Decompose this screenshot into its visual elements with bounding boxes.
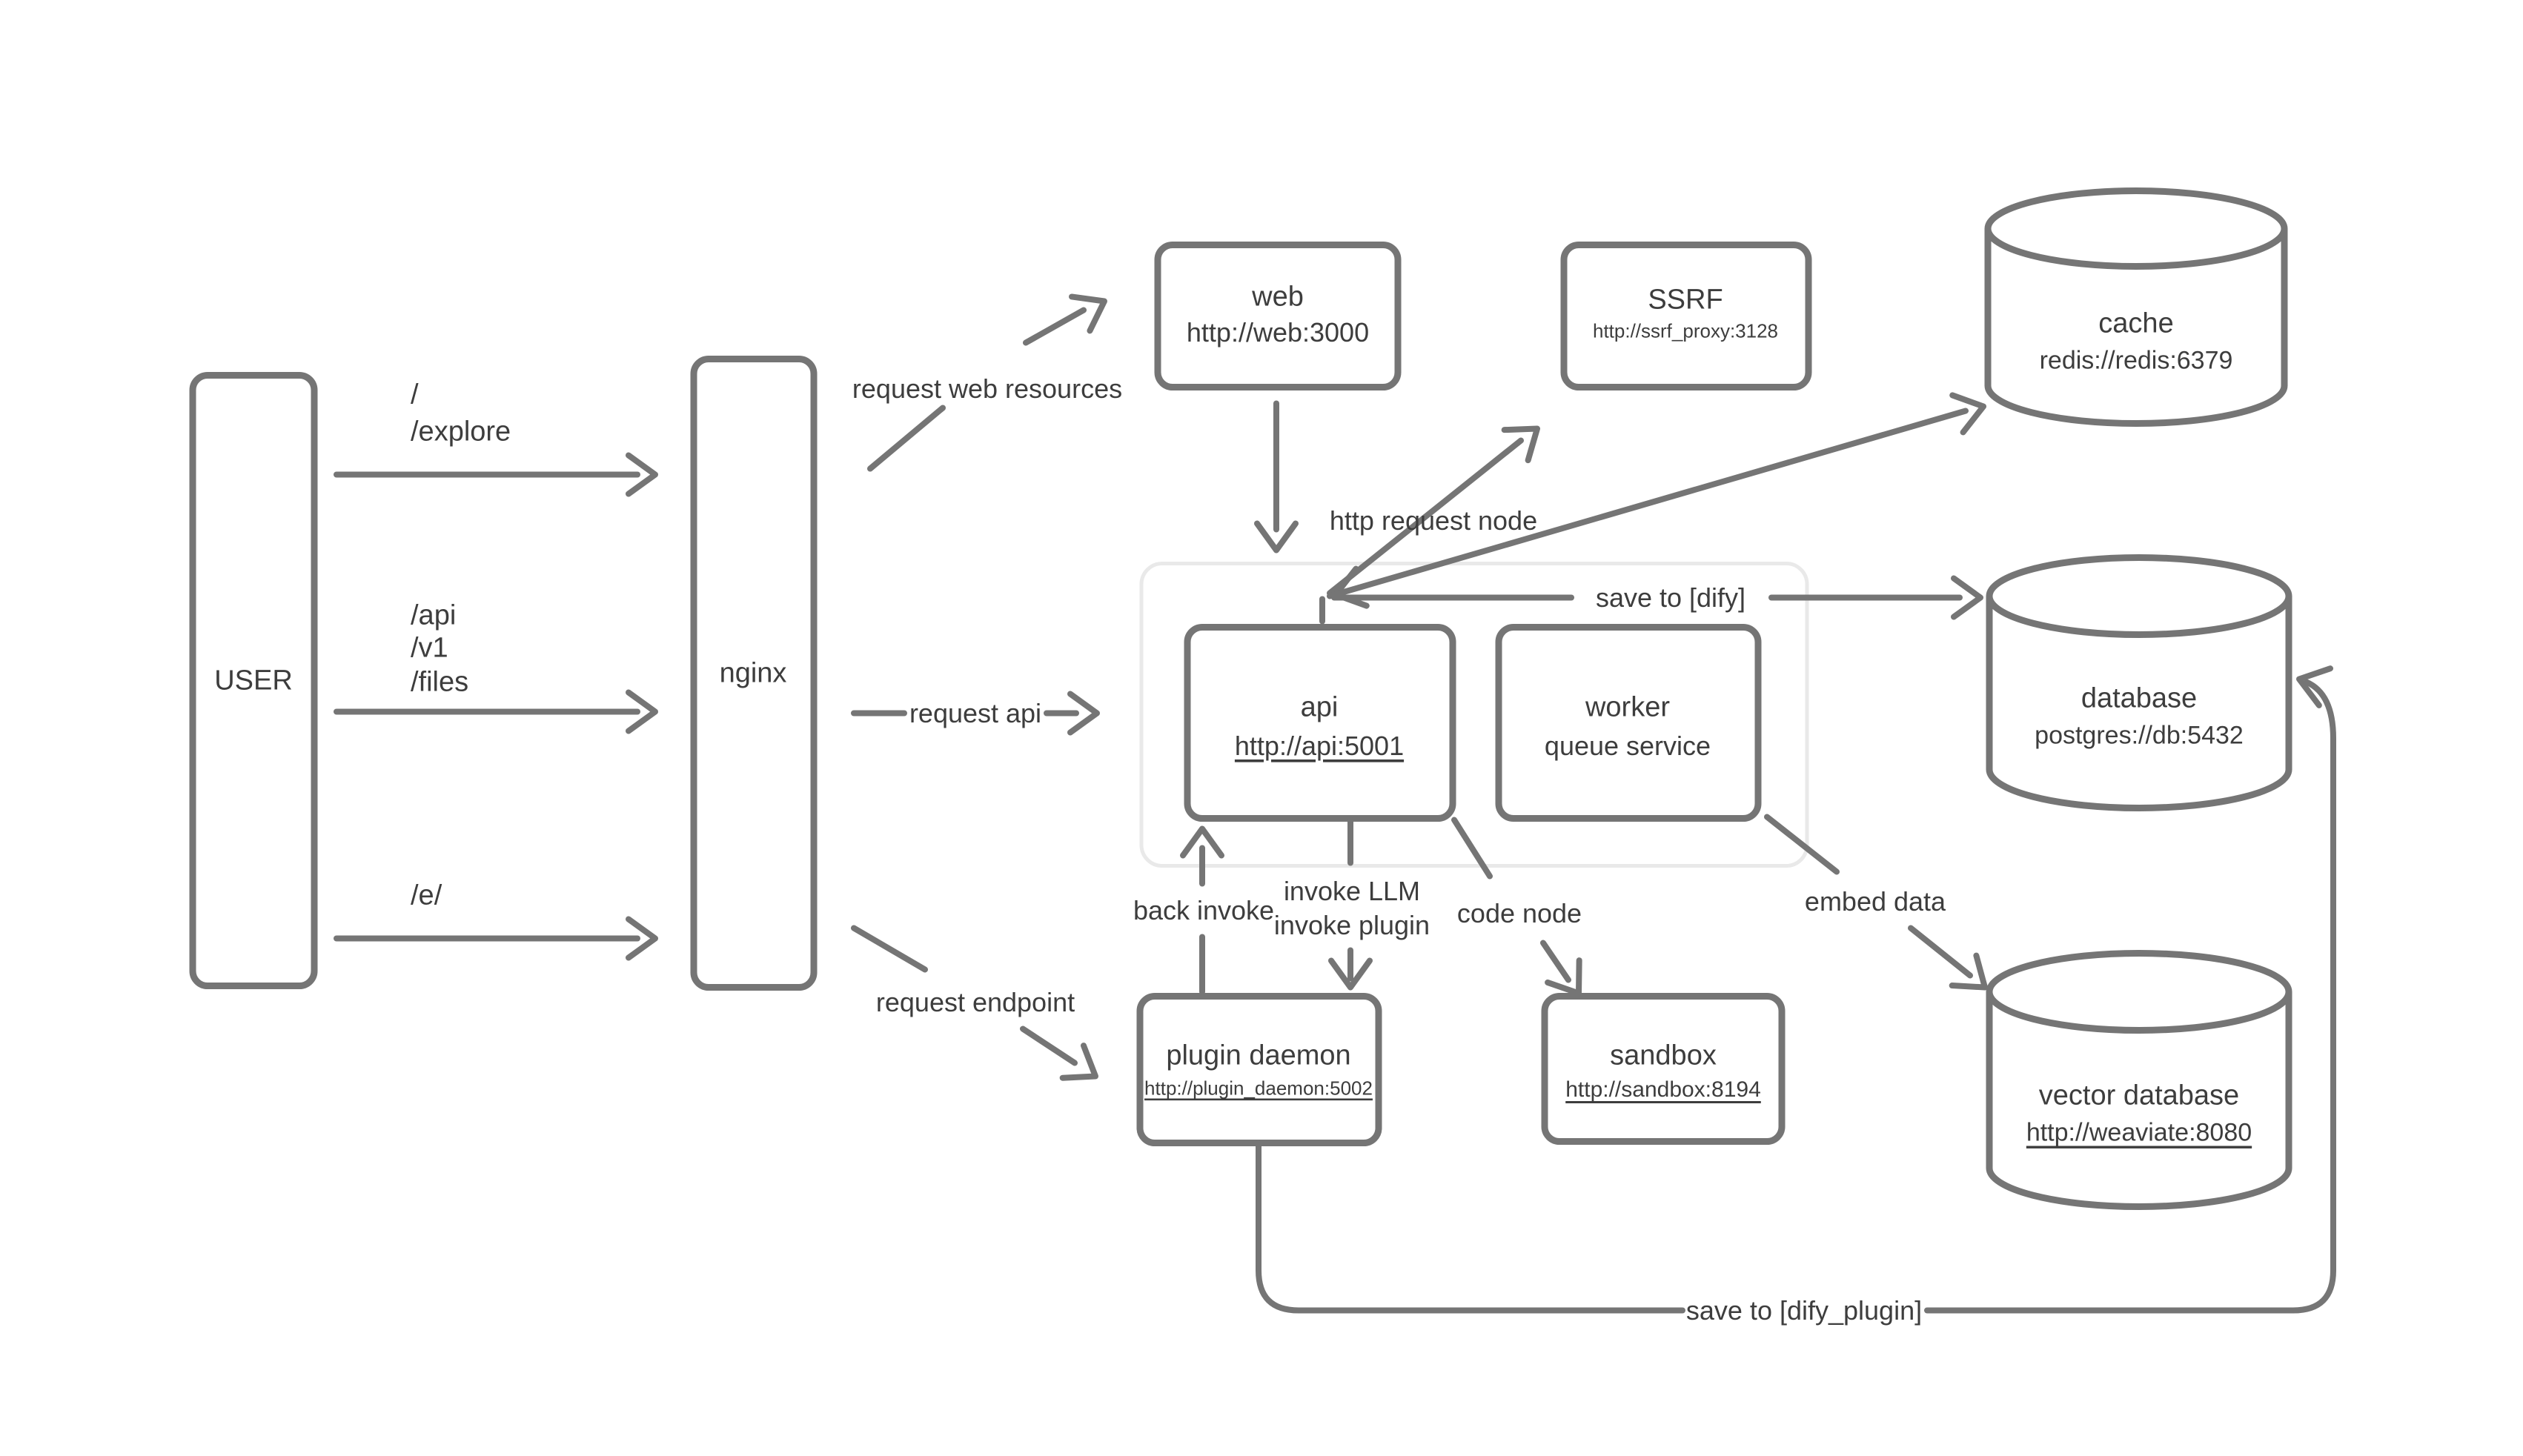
ssrf-node-url: http://ssrf_proxy:3128 (1592, 319, 1779, 342)
route-label-root: / (411, 379, 419, 410)
edge-request-web-seg2 (1026, 310, 1084, 343)
database-cylinder (1989, 558, 2289, 808)
api-node-box (1187, 628, 1453, 819)
edge-label-request-api: request api (909, 698, 1042, 728)
ssrf-node-box (1564, 245, 1808, 388)
cache-node-url: redis://redis:6379 (2039, 346, 2233, 375)
vector-database-cylinder (1989, 954, 2289, 1207)
vector-database-node-title: vector database (2038, 1080, 2240, 1111)
sandbox-node-title: sandbox (1610, 1040, 1717, 1071)
database-cylinder-top (1989, 558, 2289, 635)
edge-embed-data-seg2 (1911, 928, 1970, 976)
edge-label-back-invoke: back invoke (1133, 895, 1275, 925)
api-node-url: http://api:5001 (1234, 731, 1405, 761)
edge-label-invoke-plugin: invoke plugin (1273, 910, 1430, 940)
edge-request-endpoint-seg2 (1023, 1029, 1075, 1063)
vector-database-node-url: http://weaviate:8080 (2026, 1118, 2252, 1147)
cache-cylinder (1988, 191, 2284, 424)
route-label-files: /files (411, 666, 469, 698)
worker-node-box (1499, 628, 1758, 819)
route-label-v1: /v1 (411, 632, 448, 664)
plugin-daemon-node-url: http://plugin_daemon:5002 (1144, 1077, 1373, 1100)
cache-node-title: cache (2098, 308, 2174, 339)
arrowhead-request-endpoint (1063, 1046, 1107, 1092)
edge-save-dify-plugin-seg1 (1259, 1143, 1682, 1311)
edge-label-code-node: code node (1456, 898, 1582, 928)
vector-database-cylinder-top (1989, 954, 2289, 1031)
api-node-title: api (1300, 691, 1339, 723)
arrowhead-request-web (1072, 285, 1113, 331)
edge-label-request-web-resources: request web resources (852, 373, 1123, 404)
edge-label-save-to-dify: save to [dify] (1595, 582, 1746, 613)
user-node-label: USER (214, 665, 293, 697)
route-label-api: /api (411, 599, 457, 631)
worker-node-subtitle: queue service (1544, 731, 1711, 761)
web-node-url: http://web:3000 (1186, 317, 1370, 348)
route-label-explore: /explore (411, 416, 511, 448)
edge-label-invoke-llm: invoke LLM (1283, 876, 1421, 906)
edge-label-request-endpoint: request endpoint (875, 987, 1075, 1017)
ssrf-node-title: SSRF (1648, 284, 1723, 316)
worker-node-title: worker (1585, 691, 1671, 723)
edge-label-http-request-node: http request node (1329, 505, 1538, 536)
sandbox-node-url: http://sandbox:8194 (1565, 1077, 1761, 1102)
database-node-title: database (2081, 682, 2198, 714)
edge-code-node-seg2 (1543, 943, 1568, 980)
edge-label-embed-data: embed data (1804, 886, 1946, 917)
edge-request-endpoint-seg1 (854, 928, 925, 970)
cache-cylinder-top (1988, 191, 2284, 267)
web-node-title: web (1252, 281, 1304, 313)
route-label-e: /e/ (411, 880, 442, 911)
nginx-node-label: nginx (719, 657, 787, 689)
web-node-box (1158, 245, 1398, 388)
database-node-url: postgres://db:5432 (2035, 721, 2244, 750)
plugin-daemon-node-title: plugin daemon (1166, 1040, 1351, 1071)
arrowhead-api-ssrf (1505, 413, 1549, 460)
edge-request-web-seg1 (870, 408, 943, 469)
edge-label-save-to-dify-plugin: save to [dify_plugin] (1685, 1295, 1923, 1326)
